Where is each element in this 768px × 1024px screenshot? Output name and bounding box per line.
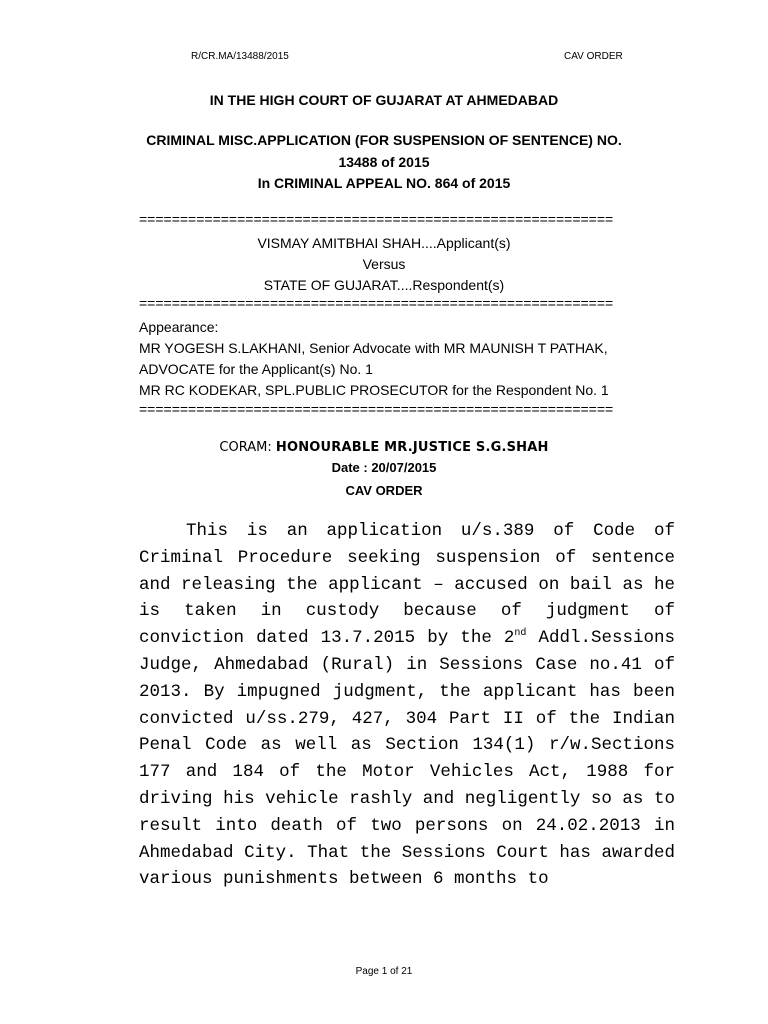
page-label: Page [355, 966, 379, 977]
page-footer [0, 966, 768, 977]
case-reference: R/CR.MA/13488/2015 [191, 51, 289, 62]
application-line-3: In CRIMINAL APPEAL NO. 864 of 2015 [257, 175, 511, 191]
application-line-1: CRIMINAL MISC.APPLICATION (FOR SUSPENSION OF SENTENCE) NO. [146, 132, 622, 148]
appearance-block [139, 317, 679, 401]
application-line-2: 13488 of 2015 [338, 153, 430, 170]
ordinal-superscript: nd [514, 628, 527, 640]
coram-line [0, 438, 768, 455]
respondent-name: STATE OF GUJARAT....Respondent(s) [263, 277, 505, 293]
judge-name: HONOURABLE MR.JUSTICE S.G.SHAH [275, 440, 549, 455]
order-title: CAV ORDER [345, 483, 423, 498]
versus-text: Versus [362, 256, 406, 272]
page-number: 1 of 21 [381, 966, 413, 977]
appearance-label: Appearance: [139, 319, 219, 335]
court-name: IN THE HIGH COURT OF GUJARAT AT AHMEDABAD [209, 92, 559, 108]
coram-label: CORAM: [219, 440, 276, 455]
applicant-name: VISMAY AMITBHAI SHAH....Applicant(s) [257, 235, 511, 251]
order-type-header: CAV ORDER [564, 51, 623, 62]
appearance-respondent-counsel: MR RC KODEKAR, SPL.PUBLIC PROSECUTOR for the Respondent No. 1 [139, 382, 609, 398]
separator-middle: ========================================================== [139, 295, 614, 311]
body-text-part-1: This is an application u/s.389 of Code of Criminal Procedure seeking suspension of sentence and releasing the applicant – accused on bail as he is taken in custody because of judgment of conviction dated 13.7.2015 by the 2 [139, 521, 675, 649]
body-text-part-2: Addl.Sessions Judge, Ahmedabad (Rural) in Sessions Case no.41 of 2013. By impugned judgment, the applicant has been convicted u/ss.279, 427, 304 Part II of the Indian Penal Code as well as Section 134(1) r/w.Sections 177 and 184 of the Motor Vehicles Act, 1988 for driving his vehicle rashly and negligently so as to result into death of two persons on 24.02.2013 in Ahmedabad City. That the Sessions Court has awarded various punishments between 6 months to [139, 628, 675, 890]
separator-top: ========================================================== [139, 211, 614, 227]
application-title [0, 130, 768, 195]
order-date: Date : 20/07/2015 [331, 460, 437, 475]
order-body-paragraph [139, 518, 675, 893]
appearance-applicant-counsel: MR YOGESH S.LAKHANI, Senior Advocate with MR MAUNISH T PATHAK, ADVOCATE for the Applicant(s) No. 1 [139, 340, 608, 377]
parties-block [0, 233, 768, 296]
separator-bottom: ========================================================== [139, 401, 614, 417]
